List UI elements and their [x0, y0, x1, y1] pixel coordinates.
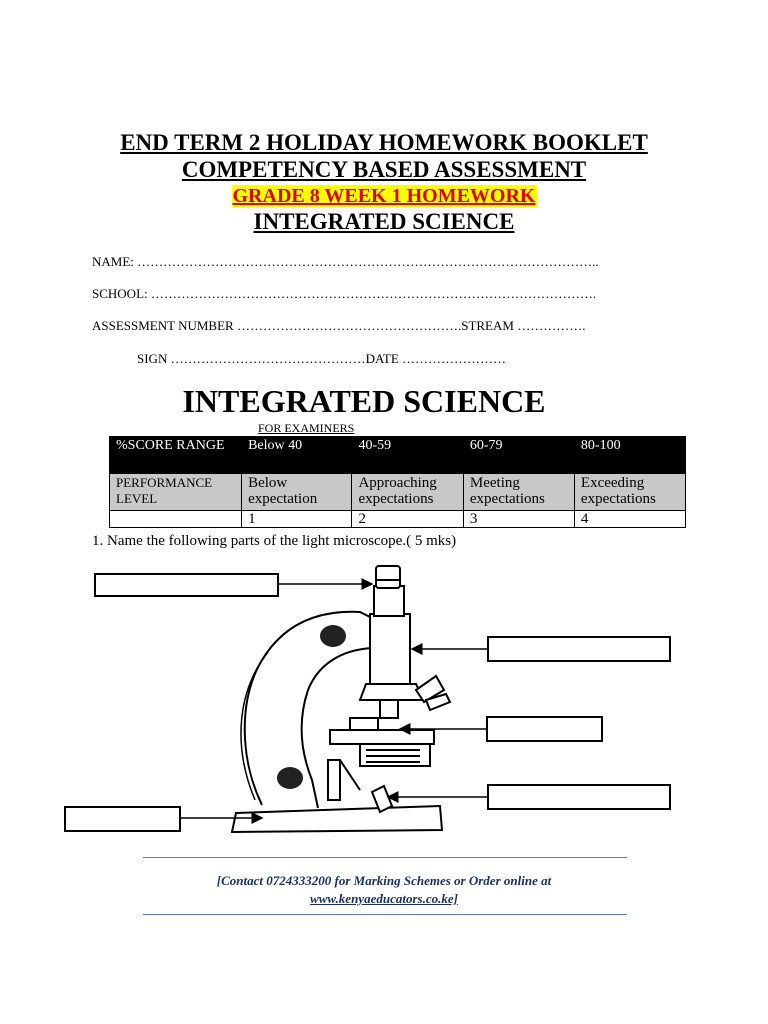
- subject-heading: INTEGRATED SCIENCE: [253, 209, 515, 234]
- table-cell: 3: [463, 511, 574, 528]
- answer-box-body-tube: [488, 637, 670, 661]
- contact-text: [Contact 0724333200 for Marking Schemes or Order online at: [216, 873, 552, 888]
- table-cell: 40-59: [352, 437, 463, 474]
- assessment-type: COMPETENCY BASED ASSESSMENT: [181, 157, 587, 182]
- name-field[interactable]: NAME: ……………………………………………………………………………………………..: [92, 254, 599, 269]
- table-cell: Exceeding expectations: [574, 474, 685, 511]
- table-cell: 2: [352, 511, 463, 528]
- table-cell: 80-100: [574, 437, 685, 474]
- school-field[interactable]: SCHOOL: ………………………………………………………………………………………….: [92, 286, 597, 301]
- grade-week-text: GRADE 8 WEEK 1 HOMEWORK: [232, 185, 536, 207]
- fine-adjustment-knob: [277, 767, 303, 789]
- table-cell: 60-79: [463, 437, 574, 474]
- subject-title: INTEGRATED SCIENCE: [182, 383, 546, 419]
- question-1: 1. Name the following parts of the light microscope.( 5 mks): [92, 533, 457, 549]
- table-cell: 1: [242, 511, 352, 528]
- answer-box-eyepiece: [95, 574, 278, 596]
- footer-rule-top: [143, 857, 627, 858]
- table-cell: Meeting expectations: [463, 474, 574, 511]
- answer-box-base: [65, 807, 180, 831]
- table-cell: Below expectation: [242, 474, 352, 511]
- microscope-base: [232, 806, 442, 832]
- objective-lens: [380, 700, 398, 718]
- footer-rule-bottom: [143, 914, 627, 915]
- table-cell: Approaching expectations: [352, 474, 463, 511]
- footer-contact: [0, 872, 768, 908]
- stage: [330, 730, 434, 744]
- for-examiners-label: FOR EXAMINERS: [258, 421, 355, 435]
- eyepiece: [376, 566, 400, 588]
- coarse-adjustment-knob: [320, 625, 346, 647]
- booklet-title: END TERM 2 HOLIDAY HOMEWORK BOOKLET: [120, 130, 648, 155]
- website-link[interactable]: www.kenyaeducators.co.ke]: [310, 891, 458, 906]
- table-cell: %SCORE RANGE: [110, 437, 242, 474]
- table-cell: 4: [574, 511, 685, 528]
- sign-date-field[interactable]: SIGN ………………………………………DATE ……………………: [137, 351, 507, 366]
- revolving-nosepiece: [360, 684, 424, 700]
- table-cell: PERFORMANCE LEVEL: [110, 474, 242, 511]
- answer-box-stage: [487, 717, 602, 741]
- assessment-stream-field[interactable]: ASSESSMENT NUMBER …………………………………………….STREAM …………….: [92, 318, 586, 333]
- table-cell: Below 40: [242, 437, 352, 474]
- body-tube: [370, 614, 410, 684]
- answer-box-mirror: [488, 785, 670, 809]
